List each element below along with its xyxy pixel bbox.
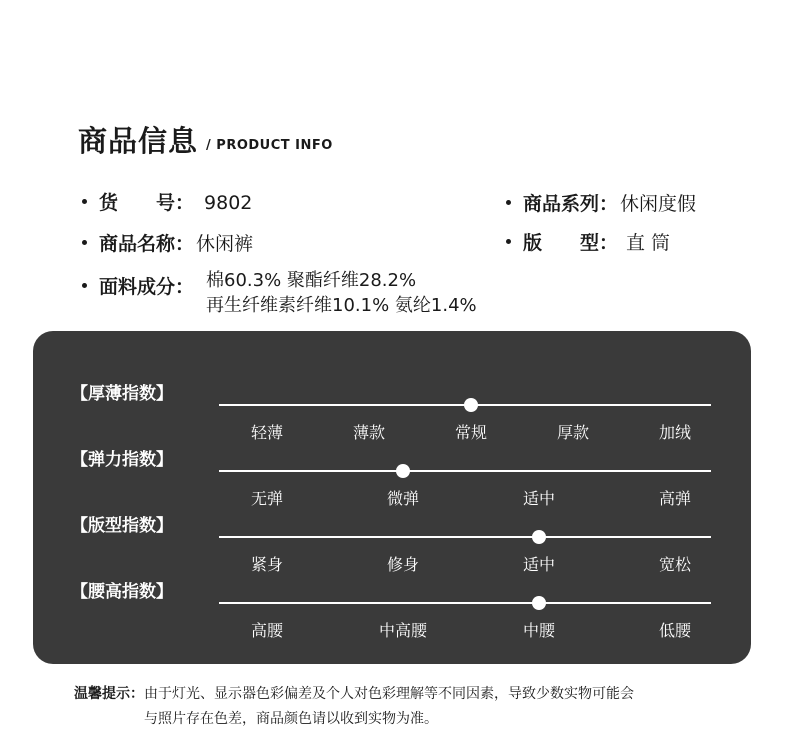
index-tick: 修身 (386, 555, 420, 574)
index-tick: 高弹 (658, 489, 692, 508)
index-tick: 紧身 (250, 555, 284, 574)
index-track (219, 536, 711, 538)
series-value: 休闲度假 (620, 193, 697, 215)
index-tick: 适中 (522, 489, 556, 508)
index-track (219, 470, 711, 472)
index-label: 【弹力指数】 (71, 450, 173, 470)
page-subtitle: / PRODUCT INFO (206, 138, 333, 153)
fabric-line-2: 再生纤维素纤维10.1% 氨纶1.4% (206, 295, 477, 316)
index-knob (396, 464, 410, 478)
fabric-label: 面料成分： (99, 276, 195, 298)
index-label: 【腰高指数】 (71, 582, 173, 602)
section-header (78, 110, 333, 156)
sku-label: 货 号： (99, 192, 195, 214)
index-label: 【版型指数】 (71, 516, 173, 536)
fit-label: 版 型： (523, 232, 619, 254)
index-tick: 厚款 (556, 423, 590, 442)
index-tick: 无弹 (250, 489, 284, 508)
index-track (219, 602, 711, 604)
bullet-icon (506, 200, 511, 205)
index-tick: 低腰 (658, 621, 692, 640)
index-knob (532, 530, 546, 544)
bullet-icon (82, 240, 87, 245)
index-knob (464, 398, 478, 412)
index-tick: 轻薄 (250, 423, 284, 442)
index-tick: 宽松 (658, 555, 692, 574)
name-label: 商品名称： (99, 233, 195, 255)
index-tick: 中腰 (522, 621, 556, 640)
info-name (82, 232, 253, 256)
fabric-line-1: 棉60.3% 聚酯纤维28.2% (206, 270, 417, 291)
index-label: 【厚薄指数】 (71, 384, 173, 404)
index-knob (532, 596, 546, 610)
info-fit (506, 231, 670, 255)
page-title: 商品信息 (78, 124, 199, 158)
index-tick: 适中 (522, 555, 556, 574)
index-panel (33, 331, 751, 664)
index-tick: 中高腰 (378, 621, 428, 640)
tip-line-1: 由于灯光、显示器色彩偏差及个人对色彩理解等不同因素，导致少数实物可能会 (144, 686, 634, 702)
index-tick: 加绒 (658, 423, 692, 442)
tip-line-2: 与照片存在色差，商品颜色请以收到实物为准。 (144, 711, 438, 727)
index-tick: 高腰 (250, 621, 284, 640)
sku-value: 9802 (204, 192, 253, 214)
info-fabric (82, 275, 194, 299)
series-label: 商品系列： (523, 193, 619, 215)
name-value: 休闲裤 (196, 233, 254, 255)
tip-note (74, 682, 634, 732)
index-tick: 微弹 (386, 489, 420, 508)
bullet-icon (82, 199, 87, 204)
bullet-icon (506, 239, 511, 244)
index-tick: 薄款 (352, 423, 386, 442)
bullet-icon (82, 283, 87, 288)
info-series (506, 192, 696, 216)
info-sku (82, 191, 252, 215)
fit-value: 直 筒 (626, 232, 671, 254)
tip-label: 温馨提示： (74, 686, 144, 702)
index-tick: 常规 (454, 423, 488, 442)
